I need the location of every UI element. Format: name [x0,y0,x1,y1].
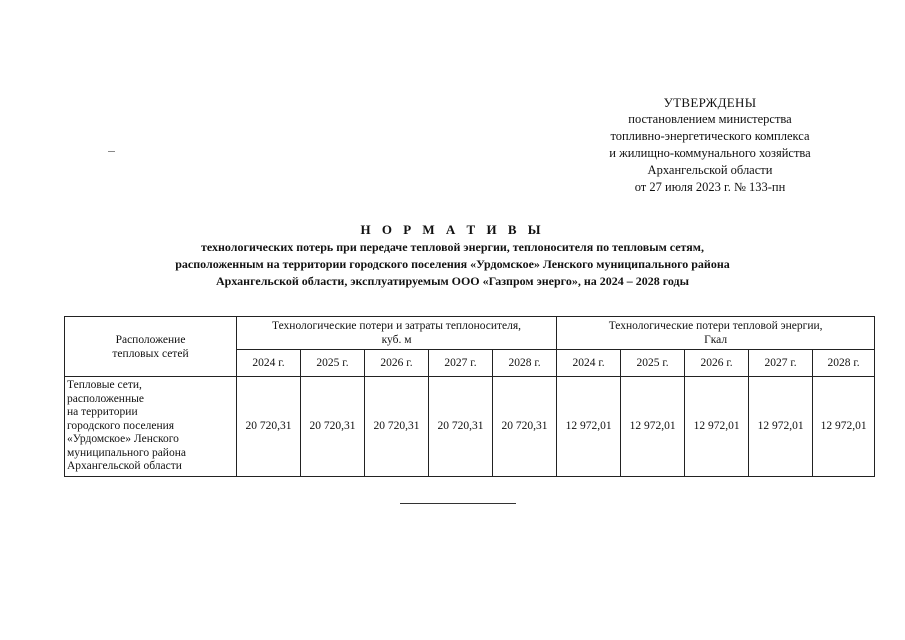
document-title [40,221,865,290]
table-row [65,377,875,477]
approval-line: Архангельской области [647,163,773,177]
cell-coolant-value: 20 720,31 [237,377,301,477]
approval-heading: УТВЕРЖДЕНЫ [663,95,757,110]
cell-coolant-value: 20 720,31 [493,377,557,477]
header-year: 2026 г. [685,350,749,377]
approval-date-line: от 27 июля 2023 г. № 133-пн [634,180,786,194]
title-line: технологических потерь при передаче тепловой энергии, теплоносителя по тепловым сетям, [201,240,704,254]
approval-line: топливно-энергетического комплекса [610,129,810,143]
title-main: Н О Р М А Т И В Ы [360,222,545,237]
header-heat-losses: Технологические потери тепловой энергии, Гкал [557,317,875,350]
cell-heat-value: 12 972,01 [557,377,621,477]
closing-rule [400,503,516,504]
approval-block [560,94,860,196]
header-year: 2024 г. [557,350,621,377]
header-year: 2027 г. [429,350,493,377]
cell-heat-value: 12 972,01 [749,377,813,477]
cell-coolant-value: 20 720,31 [301,377,365,477]
cell-heat-value: 12 972,01 [813,377,875,477]
header-year: 2027 г. [749,350,813,377]
cell-heat-value: 12 972,01 [685,377,749,477]
title-line: расположенным на территории городского поселения «Урдомское» Ленского муниципального района [175,257,730,271]
approval-line: постановлением министерства [628,112,792,126]
header-coolant-losses: Технологические потери и затраты теплоносителя, куб. м [237,317,557,350]
header-year: 2028 г. [813,350,875,377]
norms-table [64,316,875,477]
header-location: Расположение тепловых сетей [65,317,237,377]
header-year: 2025 г. [301,350,365,377]
header-year: 2028 г. [493,350,557,377]
cell-coolant-value: 20 720,31 [365,377,429,477]
cell-heat-value: 12 972,01 [621,377,685,477]
header-year: 2024 г. [237,350,301,377]
header-year: 2026 г. [365,350,429,377]
scan-speck [108,151,115,152]
cell-location: Тепловые сети, расположенные на территории городского поселения «Урдомское» Ленского муниципального района Архангельской области [65,377,237,477]
cell-coolant-value: 20 720,31 [429,377,493,477]
header-year: 2025 г. [621,350,685,377]
title-line: Архангельской области, эксплуатируемым ООО «Газпром энерго», на 2024 – 2028 годы [215,274,689,288]
approval-line: и жилищно-коммунального хозяйства [609,146,811,160]
